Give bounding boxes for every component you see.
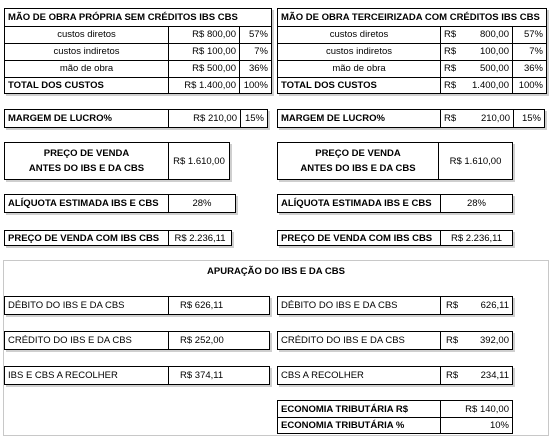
left-total-pct: 100% [243, 79, 268, 91]
right-price-label [278, 143, 438, 179]
right-row-pct: 57% [523, 29, 543, 40]
right-final-value: R$ 2.236,11 [450, 232, 503, 244]
left-margin-label: MARGEM DE LUCRO% [8, 113, 112, 124]
economy-pct-label: ECONOMIA TRIBUTÁRIA % [281, 420, 405, 431]
left-row-label: custos indiretos [53, 46, 120, 57]
left-row-pct: 7% [254, 46, 268, 57]
right-rate-label: ALÍQUOTA ESTIMADA IBS E CBS [281, 198, 432, 209]
right-row-value: 100,00 [479, 46, 509, 57]
left-table-title: MÃO DE OBRA PRÓPRIA SEM CRÉDITOS IBS CBS [8, 12, 238, 23]
right-price-value: R$ 1.610,00 [449, 155, 502, 167]
right-row-label: mão de obra [332, 63, 386, 74]
left-debit-label: DÉBITO DO IBS E DA CBS [8, 300, 125, 311]
economy-table [277, 400, 513, 434]
left-payable-value: R$ 374,11 [180, 370, 224, 381]
right-row-pct: 7% [529, 46, 543, 57]
left-debit-row [4, 296, 270, 315]
economy-value-label: ECONOMIA TRIBUTÁRIA R$ [281, 403, 409, 415]
right-row-value: 500,00 [479, 63, 509, 74]
right-margin-label: MARGEM DE LUCRO% [281, 113, 385, 124]
right-table-title: MÃO DE OBRA TERCEIRIZADA COM CRÉDITOS IBS CBS [281, 12, 540, 23]
right-credit-row [277, 331, 513, 350]
right-cost-table [277, 8, 547, 94]
right-credit-label: CRÉDITO DO IBS E DA CBS [281, 335, 405, 346]
left-total-value: R$ 1.400,00 [184, 79, 236, 91]
right-payable-currency: R$ [446, 370, 459, 381]
left-credit-value: R$ 252,00 [180, 335, 224, 346]
left-margin-pct: 15% [244, 113, 264, 124]
right-debit-currency: R$ [446, 300, 459, 311]
left-row-value: R$ 100,00 [192, 46, 236, 57]
left-debit-value: R$ 626,11 [180, 300, 224, 311]
left-row-value: R$ 500,00 [192, 63, 236, 74]
left-cost-table [4, 8, 272, 94]
left-rate-value: 28% [192, 198, 212, 209]
apuracao-title: APURAÇÃO DO IBS E DA CBS [207, 265, 345, 277]
right-margin-row [277, 109, 545, 128]
right-margin-currency: R$ [444, 113, 457, 124]
left-price-value: R$ 1.610,00 [173, 155, 225, 167]
right-final-row [277, 230, 513, 246]
right-row-currency: R$ [444, 29, 457, 40]
left-price-label [5, 143, 168, 179]
left-credit-row [4, 331, 270, 350]
right-total-currency: R$ [444, 79, 457, 91]
right-row-label: custos indiretos [325, 46, 392, 57]
right-rate-value: 28% [466, 198, 486, 209]
right-row-currency: R$ [444, 46, 457, 57]
right-final-label: PREÇO DE VENDA COM IBS CBS [281, 232, 433, 244]
left-rate-label: ALÍQUOTA ESTIMADA IBS E CBS [8, 198, 159, 209]
right-debit-label: DÉBITO DO IBS E DA CBS [281, 300, 398, 311]
right-row-pct: 36% [523, 63, 543, 74]
right-total-pct: 100% [518, 79, 543, 91]
right-payable-row [277, 366, 513, 385]
left-rate-row [4, 194, 236, 213]
right-total-label: TOTAL DOS CUSTOS [281, 79, 377, 91]
left-total-label: TOTAL DOS CUSTOS [8, 79, 104, 91]
left-credit-label: CRÉDITO DO IBS E DA CBS [8, 335, 132, 346]
right-debit-row [277, 296, 513, 315]
right-debit-value: 626,11 [480, 300, 509, 311]
left-margin-value: R$ 210,00 [193, 113, 237, 124]
left-payable-row [4, 366, 270, 385]
left-price-line1: PREÇO DE VENDA [43, 148, 130, 159]
left-row-pct: 36% [248, 63, 268, 74]
left-final-row [4, 230, 232, 246]
left-row-label: mão de obra [59, 63, 114, 74]
economy-pct: 10% [489, 420, 509, 431]
right-price-box [277, 142, 513, 180]
right-row-value: 800,00 [479, 29, 509, 40]
right-margin-pct: 15% [521, 113, 541, 124]
right-price-line1: PREÇO DE VENDA [315, 148, 401, 159]
right-price-line2: ANTES DO IBS E DA CBS [300, 163, 416, 174]
left-price-box [4, 142, 230, 180]
left-row-label: custos diretos [57, 29, 116, 40]
economy-value: R$ 140,00 [465, 403, 509, 415]
right-payable-value: 234,11 [480, 370, 509, 381]
left-price-line2: ANTES DO IBS E DA CBS [28, 163, 145, 174]
right-row-label: custos diretos [329, 29, 389, 40]
right-row-currency: R$ [444, 63, 457, 74]
left-final-label: PREÇO DE VENDA COM IBS CBS [8, 232, 160, 244]
right-payable-label: CBS A RECOLHER [281, 370, 364, 381]
left-margin-row [4, 109, 268, 128]
left-row-value: R$ 800,00 [192, 29, 236, 40]
left-final-value: R$ 2.236,11 [174, 232, 226, 244]
right-credit-currency: R$ [446, 335, 459, 346]
right-credit-value: 392,00 [479, 335, 509, 346]
right-total-value: 1.400,00 [472, 79, 509, 91]
right-margin-value: 210,00 [480, 113, 510, 124]
right-rate-row [277, 194, 513, 213]
left-row-pct: 57% [248, 29, 268, 40]
left-payable-label: IBS E CBS A RECOLHER [8, 370, 118, 381]
